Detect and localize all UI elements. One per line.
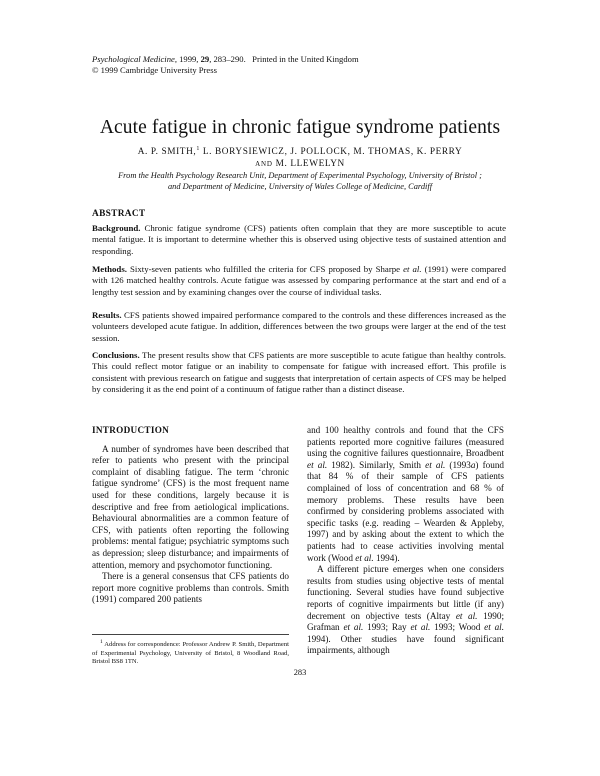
paper-title: Acute fatigue in chronic fatigue syndrome patients	[99, 117, 501, 138]
abstract-conclusions	[92, 350, 506, 396]
author-and: AND	[255, 160, 273, 169]
citation-post: , 283–290.	[209, 54, 246, 64]
citation-pre: , 1999,	[174, 54, 201, 64]
affiliation-line-1: From the Health Psychology Research Unit, Department of Experimental Psychology, University of Bristol ;	[118, 171, 482, 180]
journal-volume: 29	[200, 54, 210, 64]
author-smith: A. P. SMITH,	[137, 147, 197, 158]
abstract-heading: ABSTRACT	[92, 209, 146, 219]
methods-text-b: (1991) were compared with 126 matched healthy controls. Acute fatigue was assessed by comparing performance at the start and end of a lengthy test session and by examining changes over the course of individual tasks.	[92, 264, 506, 297]
etal: et al.	[425, 459, 446, 470]
etal: et al.	[410, 622, 431, 633]
intro-paragraph-1: A number of syndromes have been described that refer to patients who present with the principal complaint of disabling fatigue. The term ‘chronic fatigue syndrome’ (CFS) is the most frequent name used for these conditions, largely because it is descriptive and free from aetiological implications. Behavioural abnormalities are a common feature of CFS, with patients often reporting the following problems: mental fatigue; psychiatric symptoms such as depression; sleep disturbance; and impairments of attention, memory and psychomotor functioning.	[92, 443, 289, 570]
right-column	[307, 425, 504, 657]
background-text: Chronic fatigue syndrome (CFS) patients often complain that they are more susceptible to acute mental fatigue. It is important to determine whether this is observed using objective tests of sustained attention and responding.	[92, 223, 506, 256]
footnote-mark: 1	[100, 639, 103, 645]
author-others: L. BORYSIEWICZ, J. POLLOCK, M. THOMAS, K. PERRY	[199, 147, 463, 158]
text-run: ) found that 84 % of their sample of CFS patients complained of loss of concentration and 68 % of memory problems. These results have been confirmed by considering problems associated with specific tasks (e.g. reading – Wearden & Appleby, 1997) and by asking about the extent to which the patients had to cease activities involving mental work (Wood	[307, 459, 505, 563]
introduction-heading: INTRODUCTION	[92, 425, 170, 435]
abstract-results	[92, 310, 506, 344]
affiliation	[70, 170, 530, 192]
etal: et al.	[343, 622, 364, 633]
results-text: CFS patients showed impaired performance compared to the controls and these differences increased as the volunteers developed acute fatigue. In addition, differences between the two groups were larger at the end of the test session.	[92, 310, 506, 343]
citation-line	[92, 54, 512, 65]
background-label: Background.	[92, 223, 141, 233]
etal: et al.	[455, 610, 478, 621]
abstract-background	[92, 223, 506, 257]
footnote-text: Address for correspondence: Professor Andrew P. Smith, Department of Experimental Psychology, University of Bristol, 8 Woodland Road, Bristol BS8 1TN.	[92, 641, 289, 665]
text-run: 1982). Similarly, Smith	[327, 459, 426, 470]
text-run: 1993; Wood	[430, 622, 485, 633]
methods-etal: et al.	[403, 264, 422, 274]
text-run: and 100 healthy controls and found that the CFS patients reported more cognitive failures (measured using the cognitive failures questionnaire, Broadbent	[307, 425, 504, 459]
intro-paragraph-2-cont	[307, 425, 504, 564]
intro-paragraph-3	[307, 564, 504, 657]
author-line-1	[70, 143, 530, 158]
journal-header	[92, 54, 512, 76]
author-llewelyn: M. LLEWELYN	[272, 159, 345, 170]
author-list	[70, 143, 530, 170]
etal: et al.	[307, 459, 328, 470]
text-run: 1994).	[373, 552, 400, 563]
page-number: 283	[293, 668, 307, 677]
author-footnote-mark: 1	[196, 146, 200, 152]
intro-paragraph-2: There is a general consensus that CFS patients do report more cognitive problems than controls. Smith (1991) compared 200 patients	[92, 571, 289, 605]
correspondence-footnote	[92, 634, 289, 666]
abstract-methods	[92, 264, 506, 298]
text-run: 1990; Grafman	[307, 610, 504, 633]
text-run: A different picture emerges when one considers results from studies using objective tests of mental functioning. Several studies have found subjective reports of cognitive impairments but little (if any) decrement on objective tests (Altay	[307, 564, 504, 621]
footnote-body	[92, 638, 289, 666]
methods-label: Methods.	[92, 264, 127, 274]
affiliation-line-2: and Department of Medicine, University of Wales College of Medicine, Cardiff	[167, 182, 433, 191]
results-label: Results.	[92, 310, 122, 320]
text-run: 1994). Other studies have found significant impairments, although	[307, 633, 504, 656]
citation-suffix: a	[470, 459, 476, 470]
text-run: 1993; Ray	[363, 622, 411, 633]
text-run: (1993	[445, 459, 471, 470]
conclusions-label: Conclusions.	[92, 350, 140, 360]
copyright-line: © 1999 Cambridge University Press	[92, 65, 217, 75]
journal-name: Psychological Medicine	[92, 54, 175, 64]
etal: et al.	[355, 552, 374, 563]
left-column	[92, 425, 289, 606]
methods-text-a: Sixty-seven patients who fulfilled the criteria for CFS proposed by Sharpe	[126, 264, 404, 274]
author-line-2	[70, 158, 530, 170]
etal: et al.	[484, 622, 505, 633]
conclusions-text: The present results show that CFS patients are more susceptible to acute fatigue than healthy controls. This could reflect motor fatigue or an inability to compensate for fatigue with increased effort. This profile is consistent with previous research on fatigue and suggests that interpretation of certain aspects of CFS may be helped by considering it as the end point of a continuum of fatigue rather than a distinct disease.	[92, 350, 506, 395]
printed-note: Printed in the United Kingdom	[252, 54, 359, 64]
